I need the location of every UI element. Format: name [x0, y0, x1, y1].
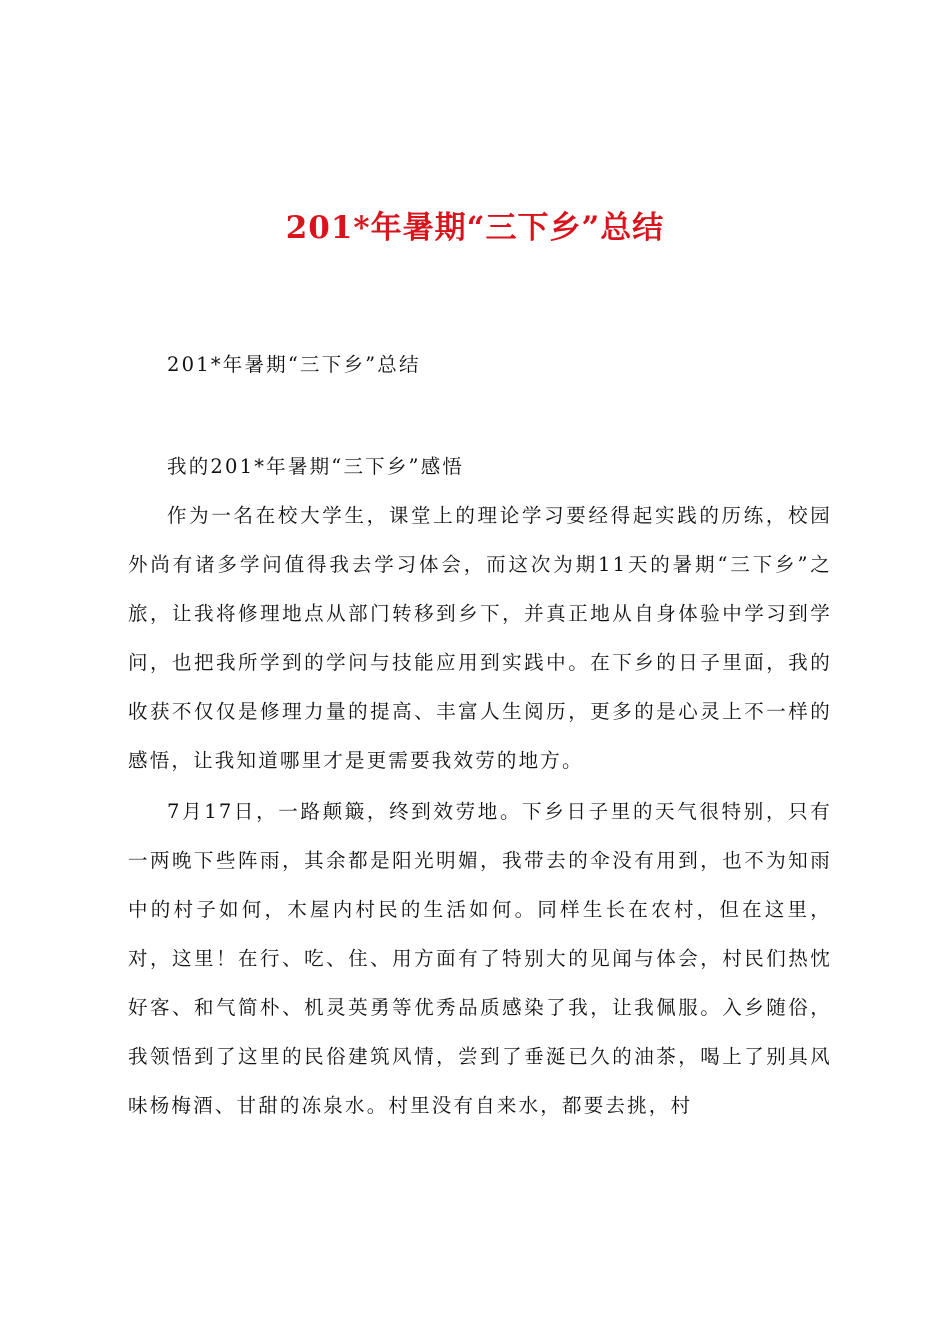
paragraph: 7月17日，一路颠簸，终到效劳地。下乡日子里的天气很特别，只有一两晚下些阵雨，其余都是阳光明媚，我带去的伞没有用到，也不为知雨中的村子如何，木屋内村民的生活如何。同样生长在农村，但在这里，对，这里！在行、吃、住、用方面有了特别大的见闻与体会，村民们热忱好客、和气简朴、机灵英勇等优秀品质感染了我，让我佩服。入乡随俗，我领悟到了这里的民俗建筑风情，尝到了垂涎已久的油茶，喝上了别具风味杨梅酒、甘甜的冻泉水。村里没有自来水，都要去挑，村 [128, 800, 832, 1117]
paragraph: 作为一名在校大学生，课堂上的理论学习要经得起实践的历练，校园外尚有诸多学问值得我去学习体会，而这次为期11天的暑期“三下乡”之旅，让我将修理地点从部门转移到乡下，并真正地从自身体验中学习到学问，也把我所学到的学问与技能应用到实践中。在下乡的日子里面，我的收获不仅仅是修理力量的提高、丰富人生阅历，更多的是心灵上不一样的感悟，让我知道哪里才是更需要我效劳的地方。 [128, 504, 832, 772]
document-subtitle: 201*年暑期“三下乡”总结 [167, 353, 421, 376]
document-title: 201*年暑期“三下乡”总结 [285, 210, 665, 246]
section-heading: 我的201*年暑期“三下乡”感悟 [167, 455, 465, 478]
